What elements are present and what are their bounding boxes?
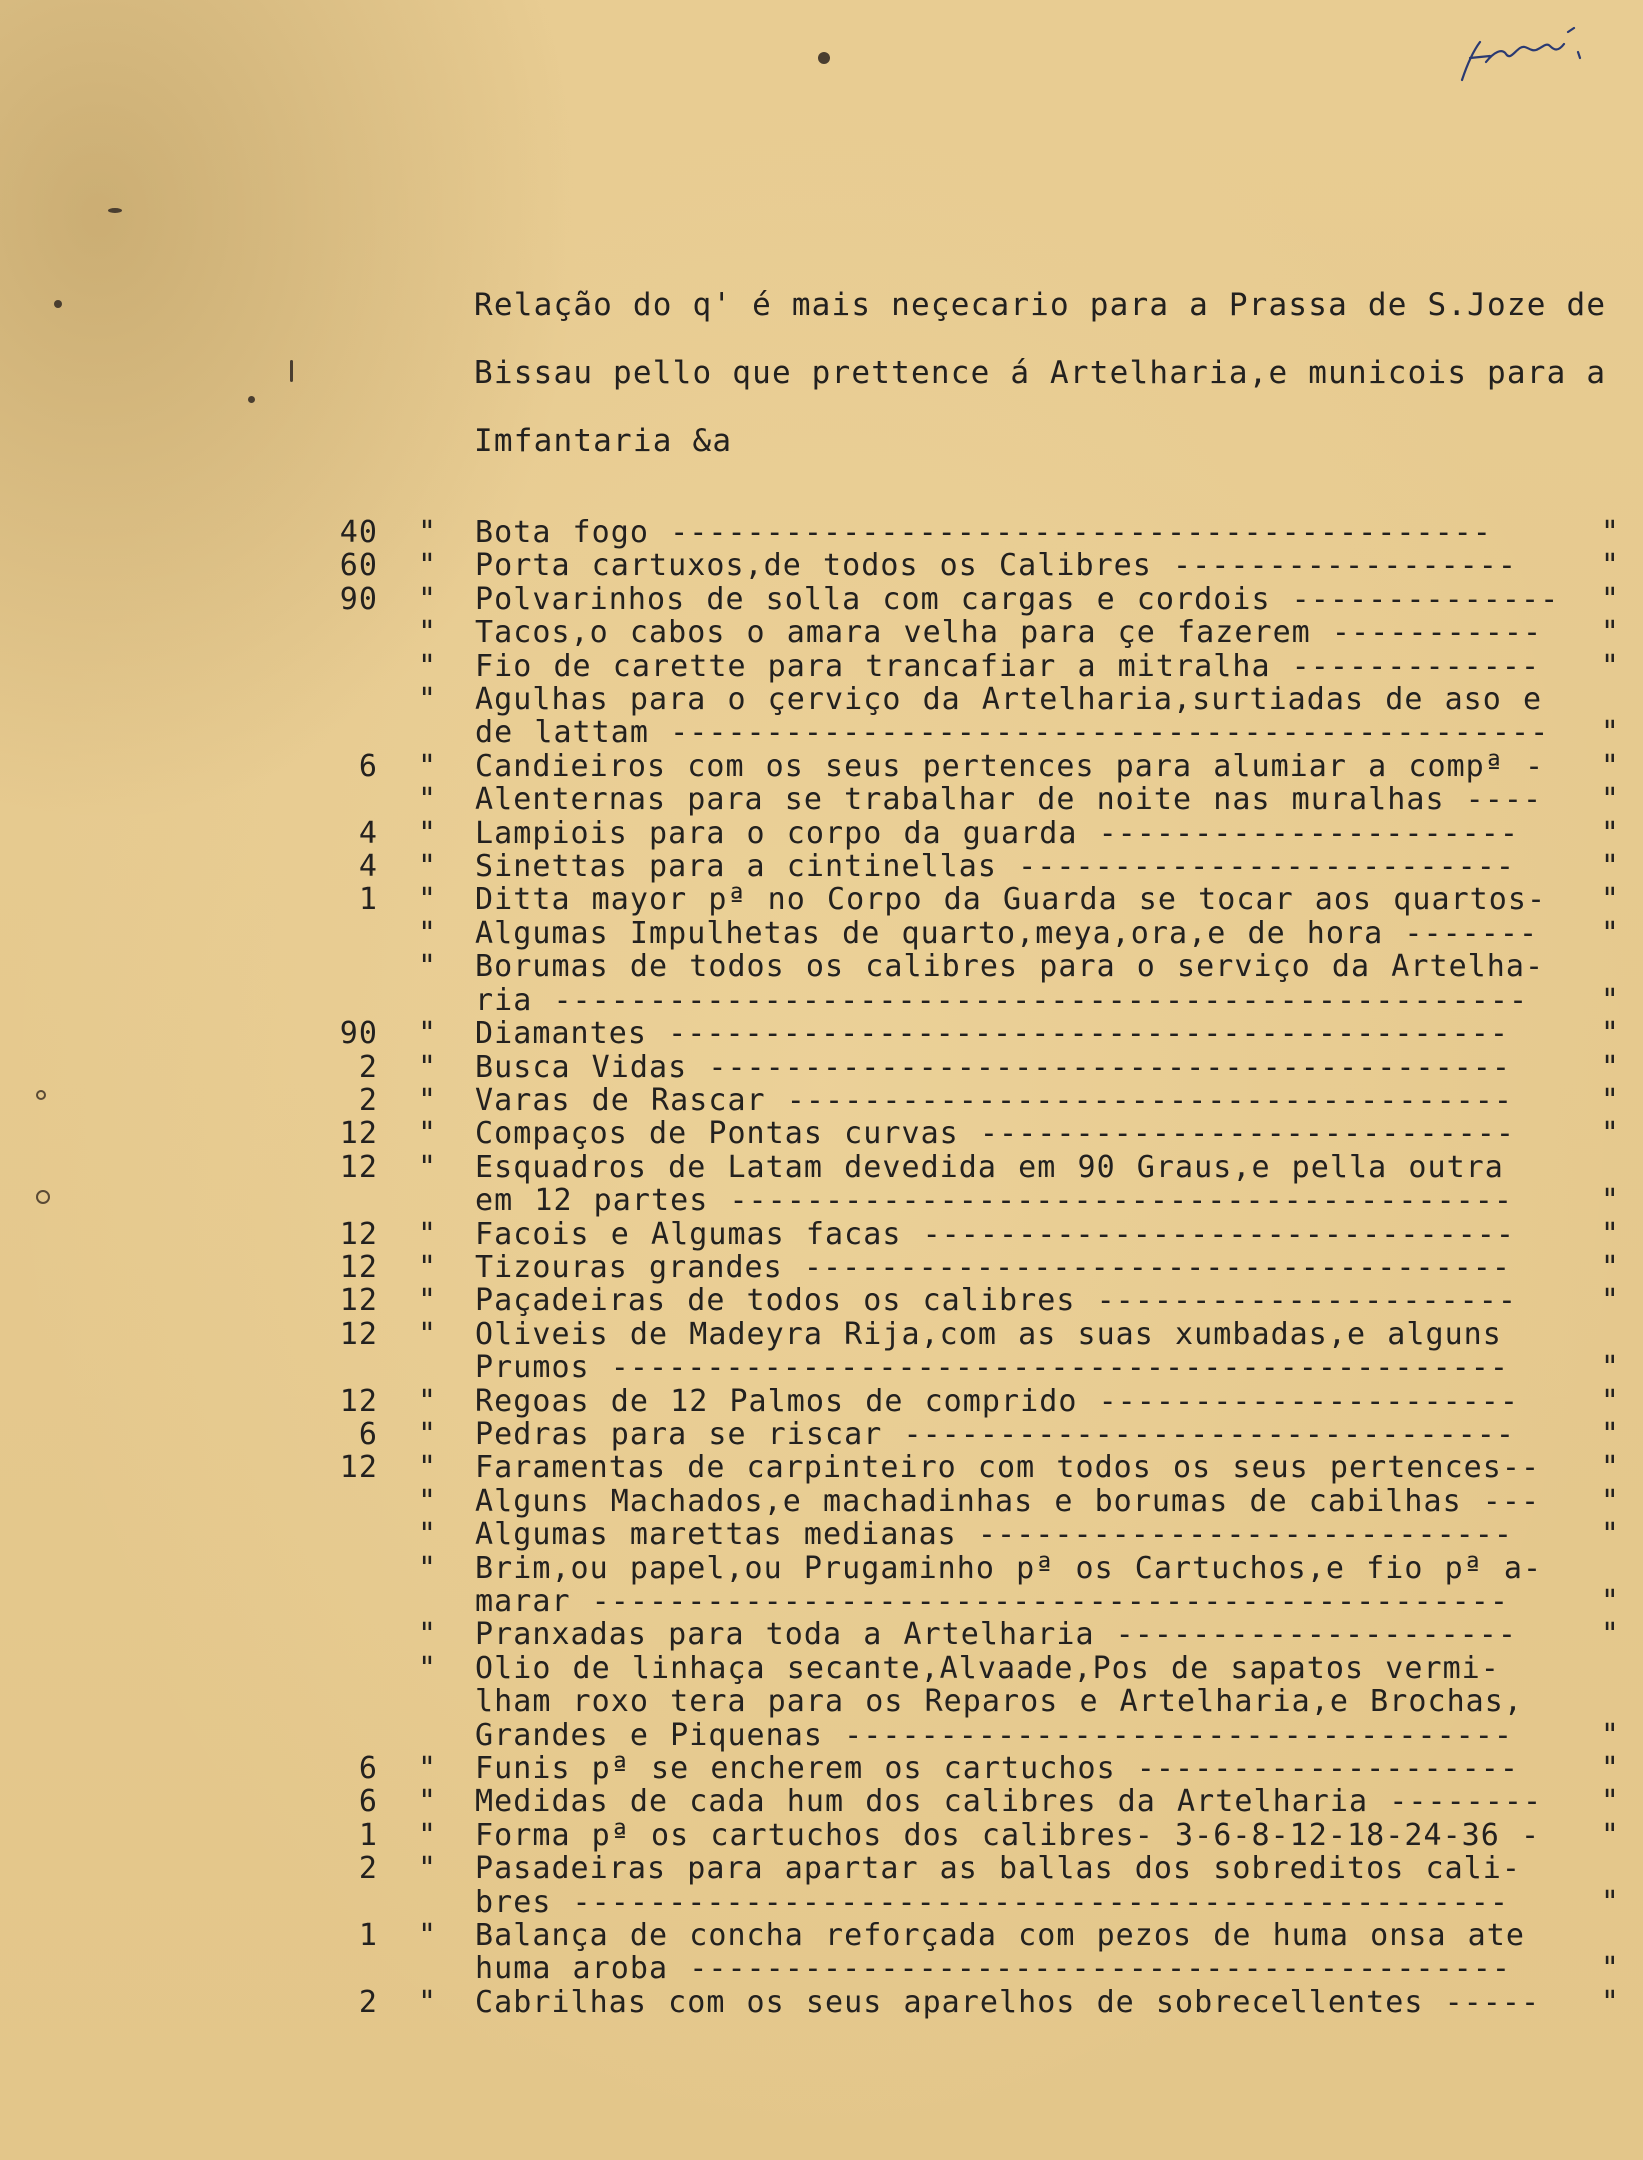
ditto-mark: " (1600, 915, 1620, 951)
item-quantity: 6 (358, 748, 378, 784)
ditto-mark: " (418, 1049, 438, 1085)
list-item (300, 1919, 1620, 1986)
item-description: Bota fogo ------------------------------------------- (475, 515, 1492, 550)
item-description: Varas de Rascar -------------------------------------- (475, 1082, 1514, 1118)
item-quantity: 90 (339, 1016, 378, 1052)
ditto-mark: " (1600, 581, 1620, 617)
item-quantity: 6 (358, 1751, 378, 1787)
ditto-mark: " (418, 782, 438, 818)
ditto-mark: " (1600, 1784, 1620, 1820)
ditto-mark: " (1600, 782, 1620, 818)
ink-speck (108, 208, 122, 213)
punch-hole (36, 1090, 46, 1100)
item-description: Forma pª os cartuchos dos calibres- 3-6-8-12-18-24-36 - (475, 1817, 1541, 1853)
ditto-mark: " (1600, 882, 1620, 918)
list-item (300, 583, 1620, 616)
ditto-mark: " (418, 849, 438, 885)
ditto-mark: " (418, 1416, 438, 1452)
ditto-mark: " (1600, 1082, 1620, 1118)
ditto-mark: " (1600, 1249, 1620, 1285)
list-item (300, 1284, 1620, 1317)
list-item (300, 683, 1620, 750)
ditto-mark: " (1600, 1751, 1620, 1787)
item-description: Alguns Machados,e machadinhas e borumas de cabilhas --- (475, 1483, 1541, 1519)
item-description: Porta cartuxos,de todos os Calibres ------------------ (475, 548, 1518, 584)
ditto-mark: " (418, 1483, 438, 1519)
item-description: Borumas de todos os calibres para o serviço da Artelha- ria --------------------------------------------------- (475, 949, 1545, 1018)
list-item (300, 616, 1620, 649)
list-item (300, 1785, 1620, 1818)
item-description: Facois e Algumas facas ------------------------------- (475, 1216, 1516, 1252)
ditto-mark: " (418, 915, 438, 951)
heading-line: Imfantaria &a (474, 423, 733, 459)
item-description: Brim,ou papel,ou Prugaminho pª os Cartuchos,e fio pª a- marar ------------------------------------------------ (475, 1550, 1543, 1619)
ditto-mark: " (1600, 548, 1620, 584)
ditto-mark: " (1600, 1049, 1620, 1085)
item-description: Faramentas de carpinteiro com todos os seus pertences-- (475, 1450, 1541, 1486)
list-item (300, 549, 1620, 582)
ditto-mark: " (418, 1817, 438, 1853)
list-item (300, 1385, 1620, 1418)
ditto-mark: " (1600, 1016, 1620, 1052)
item-description: Alenternas para se trabalhar de noite nas muralhas ---- (475, 782, 1543, 818)
item-description: Olio de linhaça secante,Alvaade,Pos de sapatos vermi- lham roxo tera para os Reparos e Artelharia,e Brochas, Grandes e Piquenas ----------------------------------- (475, 1650, 1524, 1753)
ditto-mark: " (1600, 1584, 1620, 1619)
list-item (300, 1752, 1620, 1785)
list-item (300, 883, 1620, 916)
item-description: Tizouras grandes ------------------------------------- (475, 1249, 1512, 1285)
list-item (300, 1819, 1620, 1852)
list-item (300, 1618, 1620, 1651)
ditto-mark: " (418, 1116, 438, 1152)
list-item (300, 1552, 1620, 1619)
list-item (300, 1418, 1620, 1451)
ditto-mark: " (418, 815, 438, 851)
list-item (300, 1117, 1620, 1150)
item-description: Compaços de Pontas curvas ---------------------------- (475, 1116, 1516, 1152)
ditto-mark: " (1600, 849, 1620, 885)
item-quantity: 12 (339, 1383, 378, 1419)
item-quantity: 90 (339, 581, 378, 617)
list-item (300, 783, 1620, 816)
punch-hole (36, 1190, 50, 1204)
ditto-mark: " (418, 682, 438, 718)
ink-speck (290, 360, 293, 382)
ditto-mark: " (1600, 1617, 1620, 1653)
ditto-mark: " (1600, 1717, 1620, 1753)
item-description: Pasadeiras para apartar as ballas dos sobreditos cali- bres ------------------------------------------------- (475, 1851, 1522, 1920)
ditto-mark: " (1600, 648, 1620, 684)
ditto-mark: " (1600, 515, 1620, 550)
item-quantity: 12 (339, 1216, 378, 1252)
list-item (300, 850, 1620, 883)
item-description: Pranxadas para toda a Artelharia --------------------- (475, 1617, 1518, 1653)
ditto-mark: " (418, 1283, 438, 1319)
ditto-mark: " (1600, 982, 1620, 1018)
item-quantity: 12 (339, 1149, 378, 1185)
ink-speck (248, 396, 255, 403)
ditto-mark: " (418, 1216, 438, 1252)
item-description: Candieiros com os seus pertences para alumiar a compª - (475, 748, 1545, 784)
item-quantity: 12 (339, 1316, 378, 1352)
item-description: Medidas de cada hum dos calibres da Artelharia -------- (475, 1784, 1543, 1820)
item-quantity: 60 (339, 548, 378, 584)
ditto-mark: " (418, 515, 438, 550)
ditto-mark: " (418, 748, 438, 784)
ditto-mark: " (418, 1650, 438, 1686)
item-quantity: 1 (358, 1817, 378, 1853)
ditto-mark: " (1600, 815, 1620, 851)
heading-line: Bissau pello que prettence á Artelharia,e municois para a (474, 355, 1607, 391)
list-item (300, 917, 1620, 950)
list-item (300, 1986, 1620, 2019)
ditto-mark: " (418, 1149, 438, 1185)
list-item (300, 1051, 1620, 1084)
ditto-mark: " (418, 1550, 438, 1586)
item-quantity: 2 (358, 1082, 378, 1118)
list-item (300, 1251, 1620, 1284)
list-item (300, 1218, 1620, 1251)
item-description: Agulhas para o çerviço da Artelharia,surtiadas de aso e de lattam ---------------------------------------------- (475, 682, 1550, 751)
item-quantity: 1 (358, 882, 378, 918)
item-quantity: 2 (358, 1851, 378, 1887)
item-description: Balança de concha reforçada com pezos de huma onsa ate huma aroba ------------------------------------------- (475, 1918, 1526, 1987)
ditto-mark: " (418, 1851, 438, 1887)
ditto-mark: " (1600, 1116, 1620, 1152)
list-item (300, 1852, 1620, 1919)
ditto-mark: " (418, 1316, 438, 1352)
ink-speck (818, 52, 830, 64)
ditto-mark: " (1600, 1984, 1620, 2020)
ditto-mark: " (1600, 748, 1620, 784)
ditto-mark: " (1600, 1416, 1620, 1452)
item-description: Esquadros de Latam devedida em 90 Graus,e pella outra em 12 partes ----------------------------------------- (475, 1149, 1514, 1219)
item-quantity: 4 (358, 815, 378, 851)
signature-drawing (1450, 22, 1600, 92)
item-description: Fio de carette para trancafiar a mitralha ------------- (475, 648, 1541, 684)
ditto-mark: " (418, 648, 438, 684)
heading-line: Relação do q' é mais neçecario para a Prassa de S.Joze de (474, 287, 1607, 323)
list-item (300, 950, 1620, 1017)
item-quantity: 6 (358, 1784, 378, 1820)
list-item (300, 1017, 1620, 1050)
supply-list (300, 516, 1620, 2019)
list-item (300, 1518, 1620, 1551)
ditto-mark: " (1600, 1383, 1620, 1419)
ditto-mark: " (1600, 1817, 1620, 1853)
list-item (300, 1485, 1620, 1518)
ditto-mark: " (418, 1918, 438, 1954)
ditto-mark: " (418, 615, 438, 651)
item-quantity: 2 (358, 1984, 378, 2020)
item-description: Oliveis de Madeyra Rija,com as suas xumbadas,e alguns Prumos ----------------------------------------------- (475, 1316, 1510, 1386)
list-item (300, 516, 1620, 549)
item-quantity: 2 (358, 1049, 378, 1085)
ditto-mark: " (418, 1517, 438, 1553)
ditto-mark: " (418, 1617, 438, 1653)
ink-speck (54, 300, 62, 308)
ditto-mark: " (418, 548, 438, 584)
list-item (300, 1451, 1620, 1484)
item-quantity: 1 (358, 1918, 378, 1954)
list-item (300, 1151, 1620, 1218)
ditto-mark: " (418, 1383, 438, 1419)
ditto-mark: " (1600, 1517, 1620, 1553)
ditto-mark: " (418, 1249, 438, 1285)
item-description: Algumas Impulhetas de quarto,meya,ora,e de hora ------- (475, 915, 1539, 951)
ditto-mark: " (1600, 1483, 1620, 1519)
list-item (300, 1652, 1620, 1752)
item-description: Funis pª se encherem os cartuchos -------------------- (475, 1751, 1520, 1787)
ditto-mark: " (418, 1984, 438, 2020)
ditto-mark: " (418, 1784, 438, 1820)
item-description: Ditta mayor pª no Corpo da Guarda se tocar aos quartos- (475, 882, 1547, 918)
list-item (300, 1084, 1620, 1117)
ditto-mark: " (1600, 1283, 1620, 1319)
item-quantity: 12 (339, 1249, 378, 1285)
item-description: Paçadeiras de todos os calibres ---------------------- (475, 1283, 1518, 1319)
item-description: Polvarinhos de solla com cargas e cordois -------------- (475, 581, 1560, 617)
item-quantity: 12 (339, 1450, 378, 1486)
ditto-mark: " (418, 949, 438, 985)
item-quantity: 6 (358, 1416, 378, 1452)
item-description: Regoas de 12 Palmos de comprido ---------------------- (475, 1383, 1520, 1419)
item-quantity: 12 (339, 1283, 378, 1319)
ditto-mark: " (418, 1450, 438, 1486)
ditto-mark: " (418, 1016, 438, 1052)
list-item (300, 650, 1620, 683)
item-description: Diamantes -------------------------------------------- (475, 1016, 1510, 1052)
item-quantity: 4 (358, 849, 378, 885)
ditto-mark: " (418, 882, 438, 918)
item-description: Algumas marettas medianas ---------------------------- (475, 1517, 1514, 1553)
ditto-mark: " (1600, 1884, 1620, 1920)
document-heading (474, 283, 1614, 487)
ditto-mark: " (1600, 1216, 1620, 1252)
list-item (300, 817, 1620, 850)
list-item (300, 750, 1620, 783)
item-quantity: 12 (339, 1116, 378, 1152)
item-quantity: 40 (339, 515, 378, 550)
item-description: Sinettas para a cintinellas -------------------------- (475, 849, 1516, 885)
item-description: Pedras para se riscar -------------------------------- (475, 1416, 1516, 1452)
item-description: Cabrilhas com os seus aparelhos de sobrecellentes ----- (475, 1984, 1541, 2020)
ditto-mark: " (418, 581, 438, 617)
list-item (300, 1318, 1620, 1385)
ditto-mark: " (1600, 1951, 1620, 1987)
ditto-mark: " (1600, 1350, 1620, 1386)
item-description: Lampiois para o corpo da guarda ---------------------- (475, 815, 1520, 851)
ditto-mark: " (418, 1082, 438, 1118)
item-description: Busca Vidas ------------------------------------------ (475, 1049, 1512, 1085)
ditto-mark: " (1600, 615, 1620, 651)
ditto-mark: " (1600, 1450, 1620, 1486)
handwritten-signature (1450, 22, 1600, 92)
ditto-mark: " (418, 1751, 438, 1787)
ditto-mark: " (1600, 715, 1620, 751)
item-description: Tacos,o cabos o amara velha para çe fazerem ----------- (475, 615, 1543, 651)
ditto-mark: " (1600, 1183, 1620, 1219)
